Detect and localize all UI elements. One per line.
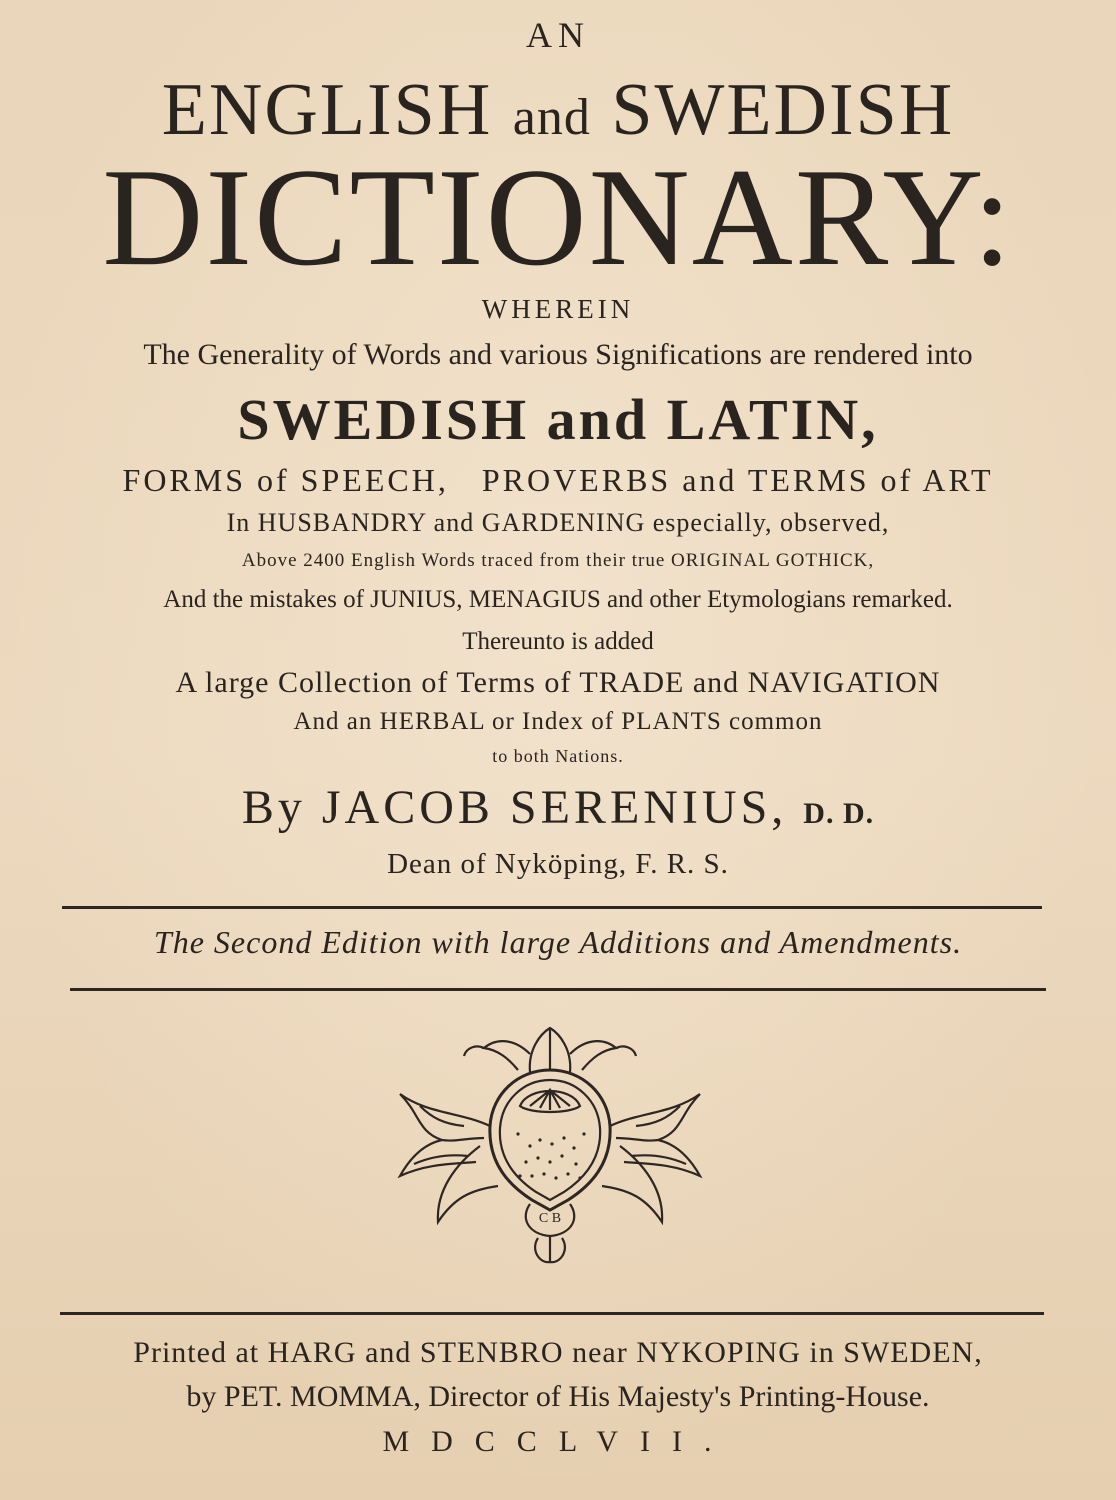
heading-an: AN (526, 15, 590, 55)
edition-line: The Second Edition with large Additions and Amendments. (153, 924, 963, 960)
title-swedish: SWEDISH (611, 69, 955, 151)
printers-ornament-icon (380, 1014, 720, 1266)
mistakes-line: And the mistakes of JUNIUS, MENAGIUS and other Etymologians remarked. (163, 586, 953, 613)
author-line (0, 780, 1116, 835)
husbandry-line: In HUSBANDRY and GARDENING especially, observed, (226, 508, 890, 537)
imprint-printer: by PET. MOMMA, Director of His Majesty's Printing-House. (186, 1380, 930, 1413)
generality-line: The Generality of Words and various Significations are rendered into (143, 338, 973, 371)
title-and: and (512, 89, 591, 146)
title-dictionary: DICTIONARY: (102, 140, 1014, 295)
divider-rule-top (62, 906, 1042, 909)
imprint-year: MDCCLVII. (382, 1425, 734, 1458)
divider-rule-bottom (60, 1312, 1044, 1315)
wherein: WHEREIN (481, 294, 635, 324)
ornament-monogram: C B (538, 1211, 562, 1226)
thereunto-line: Thereunto is added (462, 628, 654, 655)
herbal-line: And an HERBAL or Index of PLANTS common (293, 708, 823, 735)
forms-line: FORMS of SPEECH, PROVERBS and TERMS of ART (122, 462, 994, 498)
imprint-place: Printed at HARG and STENBRO near NYKOPING in SWEDEN, (133, 1336, 983, 1369)
title-english: ENGLISH (161, 69, 493, 151)
divider-rule-middle (70, 988, 1046, 991)
nations-line: to both Nations. (492, 746, 624, 766)
author-degree: D. D. (803, 797, 875, 830)
languages-line: SWEDISH and LATIN, (237, 387, 879, 452)
dean-line: Dean of Nyköping, F. R. S. (387, 848, 729, 880)
above-line: Above 2400 English Words traced from their true ORIGINAL GOTHICK, (241, 550, 875, 571)
author-name: By JACOB SERENIUS, (241, 781, 788, 834)
collection-line: A large Collection of Terms of TRADE and NAVIGATION (175, 666, 941, 699)
